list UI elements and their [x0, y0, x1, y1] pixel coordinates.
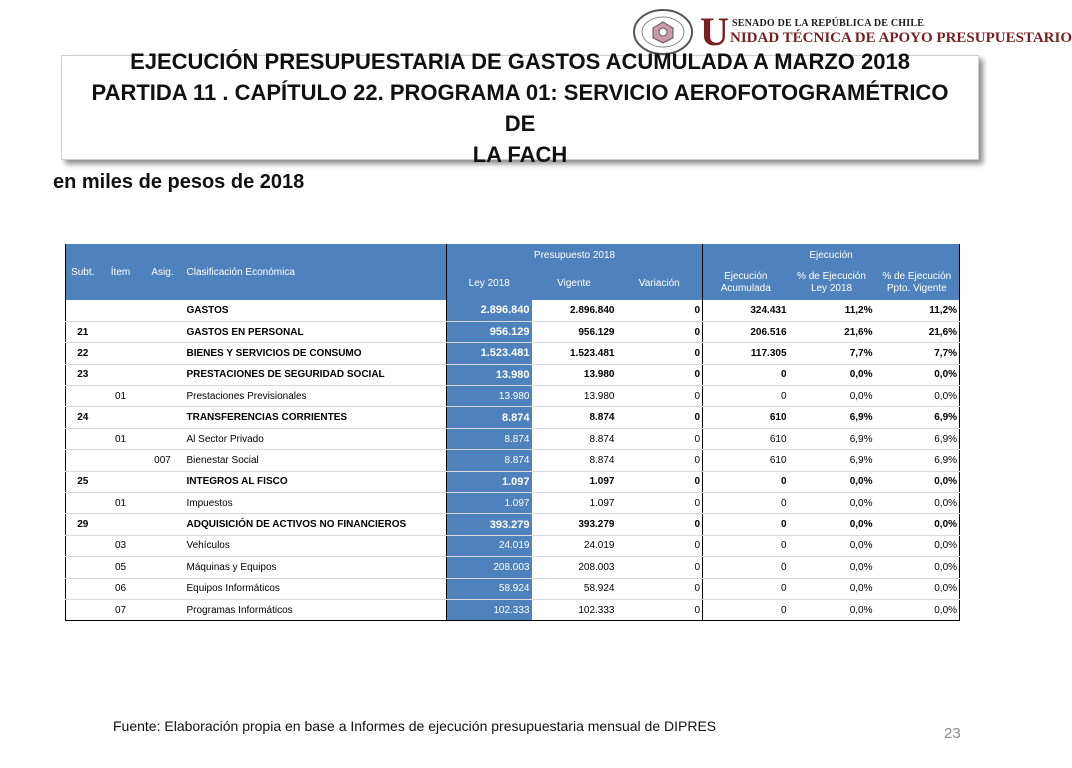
cell-pct-vigente: 21,6%	[875, 321, 960, 342]
table-body	[66, 300, 960, 621]
cell-asig	[142, 300, 184, 321]
cell-clasificacion: Vehículos	[184, 535, 447, 556]
cell-ley: 208.003	[447, 557, 532, 578]
header-group-presupuesto: Presupuesto 2018	[447, 244, 703, 266]
cell-pct-vigente: 0,0%	[875, 471, 960, 492]
cell-pct-vigente: 0,0%	[875, 578, 960, 599]
cell-clasificacion: BIENES Y SERVICIOS DE CONSUMO	[184, 343, 447, 364]
cell-variacion: 0	[617, 450, 703, 471]
cell-asig	[142, 386, 184, 407]
cell-variacion: 0	[617, 407, 703, 428]
header-pct-vigente: % de Ejecución Ppto. Vigente	[875, 266, 960, 300]
cell-pct-ley: 0,0%	[789, 599, 875, 620]
header-ley: Ley 2018	[447, 266, 532, 300]
cell-pct-ley: 0,0%	[789, 578, 875, 599]
cell-ley: 956.129	[447, 321, 532, 342]
table-row	[66, 300, 960, 321]
cell-variacion: 0	[617, 300, 703, 321]
cell-vigente: 8.874	[532, 407, 617, 428]
cell-pct-ley: 0,0%	[789, 364, 875, 385]
cell-ejecucion-acumulada: 117.305	[703, 343, 789, 364]
header-pct-ley: % de Ejecución Ley 2018	[789, 266, 875, 300]
cell-asig	[142, 364, 184, 385]
cell-item	[100, 514, 142, 535]
cell-clasificacion: PRESTACIONES DE SEGURIDAD SOCIAL	[184, 364, 447, 385]
cell-clasificacion: Máquinas y Equipos	[184, 557, 447, 578]
cell-variacion: 0	[617, 471, 703, 492]
header-item: Ítem	[100, 244, 142, 300]
cell-pct-vigente: 0,0%	[875, 493, 960, 514]
cell-clasificacion: GASTOS	[184, 300, 447, 321]
cell-variacion: 0	[617, 493, 703, 514]
cell-ley: 2.896.840	[447, 300, 532, 321]
cell-item	[100, 450, 142, 471]
table-row	[66, 343, 960, 364]
cell-vigente: 8.874	[532, 450, 617, 471]
cell-vigente: 208.003	[532, 557, 617, 578]
title-line-2: PARTIDA 11 . CAPÍTULO 22. PROGRAMA 01: SERVICIO AEROFOTOGRAMÉTRICO DE	[91, 79, 949, 136]
cell-variacion: 0	[617, 557, 703, 578]
cell-pct-vigente: 0,0%	[875, 386, 960, 407]
cell-ley: 1.097	[447, 471, 532, 492]
cell-clasificacion: Prestaciones Previsionales	[184, 386, 447, 407]
cell-ley: 1.523.481	[447, 343, 532, 364]
cell-ejecucion-acumulada: 0	[703, 386, 789, 407]
table-row	[66, 557, 960, 578]
cell-ejecucion-acumulada: 0	[703, 364, 789, 385]
cell-clasificacion: GASTOS EN PERSONAL	[184, 321, 447, 342]
cell-item: 03	[100, 535, 142, 556]
cell-vigente: 8.874	[532, 428, 617, 449]
cell-variacion: 0	[617, 599, 703, 620]
cell-vigente: 13.980	[532, 386, 617, 407]
cell-subt	[66, 599, 100, 620]
cell-pct-ley: 0,0%	[789, 535, 875, 556]
cell-pct-ley: 21,6%	[789, 321, 875, 342]
cell-ejecucion-acumulada: 0	[703, 535, 789, 556]
cell-pct-vigente: 6,9%	[875, 407, 960, 428]
cell-variacion: 0	[617, 428, 703, 449]
cell-variacion: 0	[617, 386, 703, 407]
cell-pct-vigente: 0,0%	[875, 514, 960, 535]
cell-item	[100, 471, 142, 492]
cell-asig	[142, 407, 184, 428]
cell-vigente: 1.097	[532, 493, 617, 514]
cell-subt	[66, 535, 100, 556]
cell-ley: 1.097	[447, 493, 532, 514]
header-group-ejecucion: Ejecución	[703, 244, 960, 266]
cell-pct-ley: 0,0%	[789, 514, 875, 535]
table-row	[66, 535, 960, 556]
cell-asig	[142, 514, 184, 535]
table-row	[66, 364, 960, 385]
cell-subt: 29	[66, 514, 100, 535]
cell-variacion: 0	[617, 514, 703, 535]
cell-item: 01	[100, 386, 142, 407]
cell-pct-ley: 6,9%	[789, 450, 875, 471]
cell-vigente: 393.279	[532, 514, 617, 535]
cell-vigente: 1.523.481	[532, 343, 617, 364]
cell-ejecucion-acumulada: 0	[703, 471, 789, 492]
cell-subt: 25	[66, 471, 100, 492]
cell-ejecucion-acumulada: 610	[703, 428, 789, 449]
cell-vigente: 2.896.840	[532, 300, 617, 321]
cell-subt: 24	[66, 407, 100, 428]
cell-clasificacion: TRANSFERENCIAS CORRIENTES	[184, 407, 447, 428]
cell-asig	[142, 493, 184, 514]
cell-ejecucion-acumulada: 610	[703, 407, 789, 428]
cell-vigente: 102.333	[532, 599, 617, 620]
cell-asig	[142, 343, 184, 364]
cell-item: 05	[100, 557, 142, 578]
cell-ejecucion-acumulada: 0	[703, 557, 789, 578]
cell-ley: 102.333	[447, 599, 532, 620]
budget-table	[65, 244, 960, 621]
page-number: 23	[944, 725, 961, 742]
cell-subt	[66, 450, 100, 471]
brand-line-2: NIDAD TÉCNICA DE APOYO PRESUPUESTARIO	[730, 30, 1072, 46]
cell-item	[100, 300, 142, 321]
cell-subt	[66, 428, 100, 449]
table-row	[66, 514, 960, 535]
table-row	[66, 578, 960, 599]
header-vigente: Vigente	[532, 266, 617, 300]
cell-item: 06	[100, 578, 142, 599]
cell-clasificacion: Programas Informáticos	[184, 599, 447, 620]
title-line-3: LA FACH	[472, 141, 568, 167]
table-row	[66, 386, 960, 407]
cell-ley: 13.980	[447, 386, 532, 407]
cell-asig	[142, 599, 184, 620]
header-ejecucion-acumulada: Ejecución Acumulada	[703, 266, 789, 300]
cell-clasificacion: ADQUISICIÓN DE ACTIVOS NO FINANCIEROS	[184, 514, 447, 535]
subtitle: en miles de pesos de 2018	[53, 171, 305, 193]
cell-pct-ley: 7,7%	[789, 343, 875, 364]
header-variacion: Variación	[617, 266, 703, 300]
table-row	[66, 407, 960, 428]
cell-variacion: 0	[617, 535, 703, 556]
cell-pct-ley: 0,0%	[789, 557, 875, 578]
cell-ejecucion-acumulada: 610	[703, 450, 789, 471]
cell-ley: 24.019	[447, 535, 532, 556]
cell-ejecucion-acumulada: 0	[703, 599, 789, 620]
cell-clasificacion: Equipos Informáticos	[184, 578, 447, 599]
brand-letter: U	[700, 9, 729, 54]
cell-clasificacion: Impuestos	[184, 493, 447, 514]
brand-line-1: SENADO DE LA REPÚBLICA DE CHILE	[732, 18, 925, 29]
cell-subt	[66, 300, 100, 321]
cell-ejecucion-acumulada: 0	[703, 493, 789, 514]
cell-subt: 22	[66, 343, 100, 364]
cell-asig: 007	[142, 450, 184, 471]
cell-subt	[66, 557, 100, 578]
cell-ley: 393.279	[447, 514, 532, 535]
cell-pct-vigente: 0,0%	[875, 599, 960, 620]
cell-variacion: 0	[617, 321, 703, 342]
cell-clasificacion: INTEGROS AL FISCO	[184, 471, 447, 492]
table-row	[66, 493, 960, 514]
header-subt: Subt.	[66, 244, 100, 300]
cell-clasificacion: Bienestar Social	[184, 450, 447, 471]
cell-item: 01	[100, 493, 142, 514]
cell-pct-vigente: 0,0%	[875, 535, 960, 556]
cell-pct-ley: 11,2%	[789, 300, 875, 321]
cell-ley: 58.924	[447, 578, 532, 599]
cell-vigente: 24.019	[532, 535, 617, 556]
cell-clasificacion: Al Sector Privado	[184, 428, 447, 449]
cell-vigente: 58.924	[532, 578, 617, 599]
cell-item: 01	[100, 428, 142, 449]
cell-pct-ley: 6,9%	[789, 428, 875, 449]
cell-ejecucion-acumulada: 0	[703, 514, 789, 535]
cell-pct-vigente: 0,0%	[875, 557, 960, 578]
table-row	[66, 471, 960, 492]
cell-pct-ley: 0,0%	[789, 493, 875, 514]
cell-subt	[66, 493, 100, 514]
cell-pct-vigente: 6,9%	[875, 450, 960, 471]
cell-variacion: 0	[617, 343, 703, 364]
cell-item	[100, 321, 142, 342]
cell-ley: 8.874	[447, 450, 532, 471]
cell-pct-vigente: 6,9%	[875, 428, 960, 449]
cell-vigente: 956.129	[532, 321, 617, 342]
header-clasificacion: Clasificación Económica	[184, 244, 447, 300]
cell-pct-vigente: 7,7%	[875, 343, 960, 364]
table-row	[66, 428, 960, 449]
cell-subt: 23	[66, 364, 100, 385]
cell-subt	[66, 386, 100, 407]
cell-ejecucion-acumulada: 0	[703, 578, 789, 599]
cell-vigente: 1.097	[532, 471, 617, 492]
cell-asig	[142, 578, 184, 599]
cell-pct-ley: 6,9%	[789, 407, 875, 428]
table-row	[66, 450, 960, 471]
cell-subt: 21	[66, 321, 100, 342]
cell-ley: 8.874	[447, 407, 532, 428]
table-row	[66, 599, 960, 620]
cell-item	[100, 364, 142, 385]
cell-asig	[142, 557, 184, 578]
cell-ejecucion-acumulada: 324.431	[703, 300, 789, 321]
cell-ley: 8.874	[447, 428, 532, 449]
cell-variacion: 0	[617, 364, 703, 385]
cell-ejecucion-acumulada: 206.516	[703, 321, 789, 342]
cell-asig	[142, 428, 184, 449]
cell-subt	[66, 578, 100, 599]
footer-source: Fuente: Elaboración propia en base a Informes de ejecución presupuestaria mensual de DIPRES	[113, 718, 717, 734]
cell-asig	[142, 321, 184, 342]
table-row	[66, 321, 960, 342]
cell-asig	[142, 471, 184, 492]
cell-asig	[142, 535, 184, 556]
header-asig: Asig.	[142, 244, 184, 300]
cell-pct-ley: 0,0%	[789, 386, 875, 407]
cell-vigente: 13.980	[532, 364, 617, 385]
cell-pct-vigente: 0,0%	[875, 364, 960, 385]
cell-ley: 13.980	[447, 364, 532, 385]
cell-item	[100, 407, 142, 428]
cell-item: 07	[100, 599, 142, 620]
title-line-1: EJECUCIÓN PRESUPUESTARIA DE GASTOS ACUMULADA A MARZO 2018	[130, 48, 910, 74]
title-box	[61, 48, 979, 167]
cell-variacion: 0	[617, 578, 703, 599]
cell-pct-vigente: 11,2%	[875, 300, 960, 321]
cell-item	[100, 343, 142, 364]
cell-pct-ley: 0,0%	[789, 471, 875, 492]
